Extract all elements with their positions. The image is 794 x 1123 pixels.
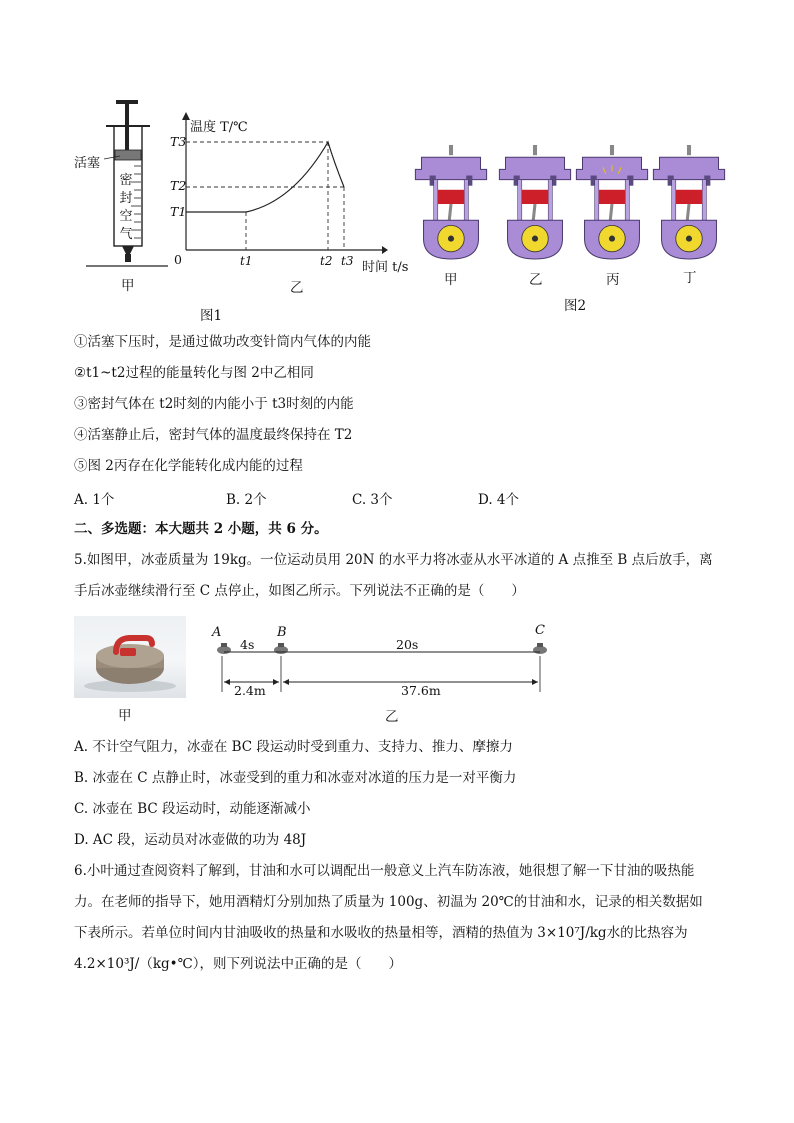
point-c-label: C: [535, 623, 545, 638]
statement-5: ⑤图 2丙存在化学能转化成内能的过程: [74, 458, 303, 474]
engine-stroke-yi: [498, 145, 572, 261]
sealed-gas-char: 封: [119, 191, 133, 206]
statement-2: ②t1~t2过程的能量转化与图 2中乙相同: [74, 365, 314, 381]
time-ab-label: 4s: [240, 637, 255, 652]
section-heading-multi-choice: 二、多选题：本大题共 2 小题，共 6 分。: [74, 521, 328, 537]
piston-label: 活塞: [74, 156, 101, 171]
sealed-gas-char: 气: [119, 227, 133, 242]
graph-tick-T1: T1: [170, 204, 187, 219]
statement-3: ③密封气体在 t2时刻的内能小于 t3时刻的内能: [74, 396, 354, 412]
fig2-label-ding: 丁: [683, 270, 697, 286]
fig2-caption: 图2: [564, 298, 587, 314]
distance-bc-label: 37.6m: [401, 683, 441, 698]
q5-option-a: A. 不计空气阻力，冰壶在 BC 段运动时受到重力、支持力、推力、摩擦力: [74, 739, 513, 755]
q6-text-line3: 下表所示。若单位时间内甘油吸收的热量和水吸收的热量相等，酒精的热值为 3×10⁷J/kg水的比热容为: [74, 925, 688, 941]
q5-text-line2: 手后冰壶继续滑行至 C 点停止，如图乙所示。下列说法不正确的是（ ）: [74, 583, 525, 599]
fig1-sub-yi: 乙: [290, 280, 304, 296]
graph-tick-T2: T2: [170, 178, 187, 193]
graph-tick-t1: t1: [240, 254, 253, 268]
fig2-label-jia: 甲: [444, 272, 458, 288]
distance-ab-label: 2.4m: [234, 683, 266, 698]
sealed-gas-label: [118, 172, 134, 244]
graph-xlabel: 时间 t/s: [362, 260, 409, 275]
graph-origin: 0: [174, 252, 182, 267]
fig1-sub-jia: 甲: [121, 278, 135, 294]
fig2-label-bing: 丙: [606, 272, 620, 288]
point-a-label: A: [212, 625, 222, 640]
q4-option-b: B. 2个: [226, 492, 267, 508]
q5-photo-label: 甲: [118, 708, 132, 724]
graph-tick-T3: T3: [170, 134, 187, 149]
engine-stroke-bing: [575, 145, 649, 261]
engine-stroke-jia: [414, 145, 488, 261]
point-b-label: B: [277, 625, 287, 640]
q6-text-line1: 6.小叶通过查阅资料了解到，甘油和水可以调配出一般意义上汽车防冻液，她很想了解一下甘油的吸热能: [74, 863, 695, 879]
curling-stone-photo: [74, 616, 186, 698]
q6-text-line2: 力。在老师的指导下，她用酒精灯分别加热了质量为 100g、初温为 20℃的甘油和水，记录的相关数据如: [74, 894, 703, 910]
sealed-gas-char: 密: [119, 173, 133, 188]
time-bc-label: 20s: [396, 637, 419, 652]
graph-tick-t3: t3: [341, 254, 354, 268]
fig1-caption: 图1: [200, 308, 223, 324]
q4-option-a: A. 1个: [74, 492, 115, 508]
temperature-curve: [186, 142, 344, 212]
graph-tick-t2: t2: [320, 254, 333, 268]
q6-text-line4: 4.2×10³J/（kg•℃），则下列说法中正确的是（ ）: [74, 956, 402, 972]
fig2-label-yi: 乙: [529, 272, 543, 288]
q5-option-d: D. AC 段，运动员对冰壶做的功为 48J: [74, 832, 307, 848]
temperature-graph: [168, 112, 388, 272]
engine-stroke-ding: [652, 145, 726, 261]
q4-option-c: C. 3个: [352, 492, 393, 508]
q5-option-b: B. 冰壶在 C 点静止时，冰壶受到的重力和冰壶对冰道的压力是一对平衡力: [74, 770, 517, 786]
statement-4: ④活塞静止后，密封气体的温度最终保持在 T2: [74, 427, 353, 443]
statement-1: ①活塞下压时，是通过做功改变针筒内气体的内能: [74, 334, 371, 350]
q4-option-d: D. 4个: [478, 492, 520, 508]
q5-diagram-label: 乙: [385, 709, 399, 725]
graph-ylabel: 温度 T/℃: [190, 120, 248, 135]
q5-text-line1: 5.如图甲，冰壶质量为 19kg。一位运动员用 20N 的水平力将冰壶从水平冰道的 A 点推至 B 点后放手，离: [74, 552, 713, 568]
sealed-gas-char: 空: [119, 209, 133, 224]
q5-option-c: C. 冰壶在 BC 段运动时，动能逐渐减小: [74, 801, 311, 817]
